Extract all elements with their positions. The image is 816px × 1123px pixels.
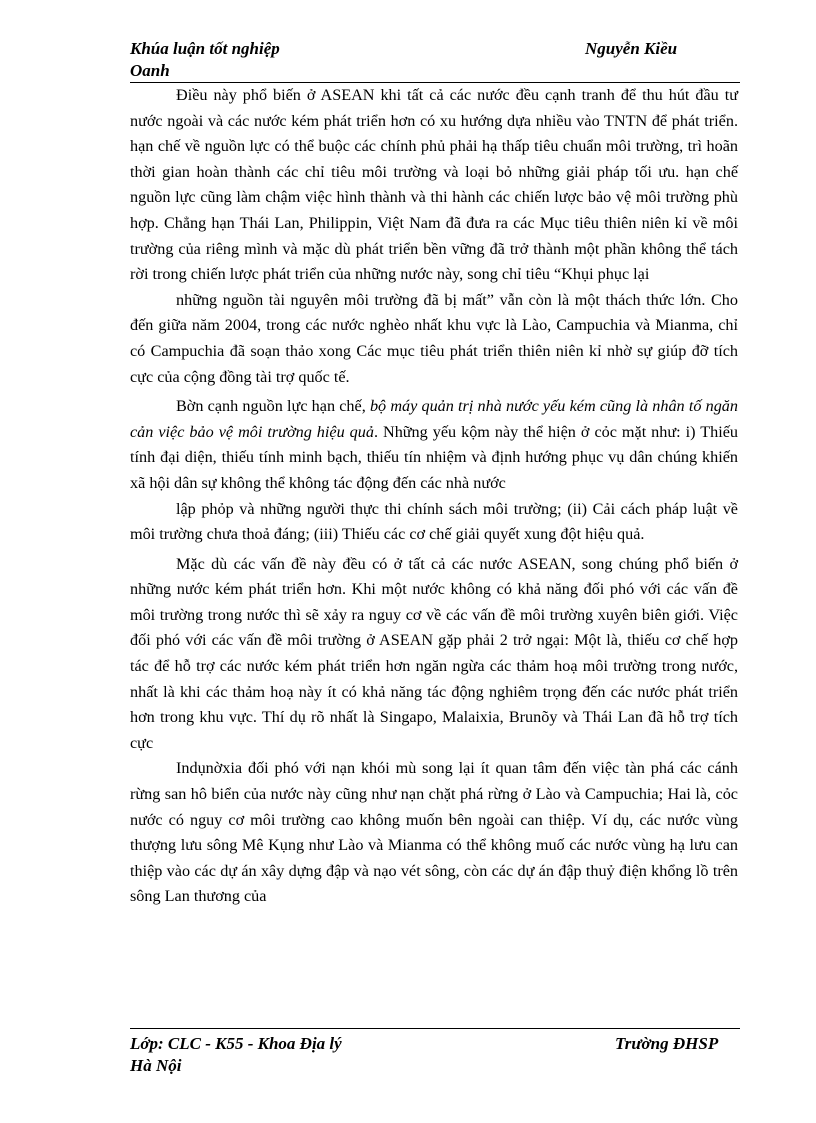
footer-school: Trường ĐHSP <box>615 1034 719 1053</box>
paragraph-1: Điều này phổ biến ở ASEAN khi tất cả các nước đều cạnh tranh để thu hút đầu tư nước ngoài và các nước kém phát triển hơn có xu hướng dựa nhiều vào TNTN để phát triển. hạn chế về nguồn lực có thể buộc các chính phủ phải hạ thấp tiêu chuẩn môi trường, trì hoãn thời gian hoàn thành các chỉ tiêu môi trường và loại bỏ những giải pháp tối ưu. hạn chế nguồn lực cũng làm chậm việc hình thành và thi hành các chiến lược bảo vệ môi trường phù hợp. Chẳng hạn Thái Lan, Philippin, Việt Nam đã đưa ra các Mục tiêu thiên niên kỉ về môi trường của riêng mình và mặc dù phát triển bền vững đã trở thành một phần không thể tách rời trong chiến lược phát triển của những nước này, song chỉ tiêu “Khụi phục lại <box>130 86 738 284</box>
footer-city: Hà Nội <box>130 1056 182 1075</box>
paragraph-3 <box>130 394 738 496</box>
page-body <box>130 83 738 910</box>
paragraph-2: những nguồn tài nguyên môi trường đã bị mất” vẫn còn là một thách thức lớn. Cho đến giữa năm 2004, trong các nước nghèo nhất khu vực là Lào, Campuchia và Mianma, chỉ có Campuchia đã soạn thảo xong Các mục tiêu phát triển thiên niên kỉ nhờ sự giúp đỡ tích cực của cộng đồng tài trợ quốc tế. <box>130 290 738 386</box>
footer-left <box>130 1033 430 1077</box>
header-thesis-label: Khúa luận tốt nghiệp <box>130 39 280 58</box>
header-author-name: Nguyễn Kiều <box>585 39 678 58</box>
page-footer <box>130 1033 740 1083</box>
footer-class-label: Lớp: CLC - K55 - Khoa Địa lý <box>130 1034 342 1053</box>
header-author-surname: Oanh <box>130 61 170 80</box>
page-header <box>130 38 740 82</box>
paragraph-6: Indụnờxia đối phó với nạn khói mù song lại ít quan tâm đến việc tàn phá các cánh rừng san hô biển của nước này cũng như nạn chặt phá rừng ở Lào và Campuchia; Hai là, cỏc nước có nguy cơ môi trường cao không muốn bên ngoài can thiệp. Ví dụ, các nước vùng thượng lưu sông Mê Kụng như Lào và Mianma có thể không muố các nước vùng hạ lưu can thiệp vào các dự án xây dựng đập và nạo vét sông, còn các dự án đập thuỷ điện khổng lồ trên sông Lan thương của <box>130 759 738 906</box>
paragraph-3-end: . Những yếu kộm này thể hiện ở cỏc mặt như: i) Thiếu tính đại diện, thiếu tính minh bạch, thiếu tín nhiệm và định hướng phục vụ dân chúng khiến xã hội dân sự không thể không tác động đến các nhà nước <box>130 422 738 492</box>
footer-divider <box>130 1028 740 1029</box>
paragraph-3-start: Bờn cạnh nguồn lực hạn chế, <box>176 397 370 416</box>
paragraph-5: Mặc dù các vấn đề này đều có ở tất cả các nước ASEAN, song chúng phổ biến ở những nước kém phát triển hơn. Khi một nước không có khả năng đối phó với các vấn đề môi trường trong nước thì sẽ xảy ra nguy cơ về các vấn đề môi trường xuyên biên giới. Việc đối phó với các vấn đề môi trường ở ASEAN gặp phải 2 trở ngại: Một là, thiếu cơ chế hợp tác để hỗ trợ các nước kém phát triển hơn ngăn ngừa các thảm hoạ môi trường trong nước, nhất là khi các thảm hoạ này ít có khả năng tác động nghiêm trọng đến các nước phát triển hơn trong khu vực. Thí dụ rõ nhất là Singapo, Malaixia, Brunõy và Thái Lan đã hỗ trợ tích cực <box>130 554 738 752</box>
paragraph-3-emphasis: bộ máy quản trị nhà nước yếu kém cũng là nhân tố ngăn cản việc bảo vệ môi trường hiệu quả <box>130 397 738 441</box>
header-left <box>130 38 390 82</box>
paragraph-4: lập phỏp và những người thực thi chính sách môi trường; (ii) Cải cách pháp luật về môi trường chưa thoả đáng; (iii) Thiếu các cơ chế giải quyết xung đột hiệu quả. <box>130 499 738 544</box>
